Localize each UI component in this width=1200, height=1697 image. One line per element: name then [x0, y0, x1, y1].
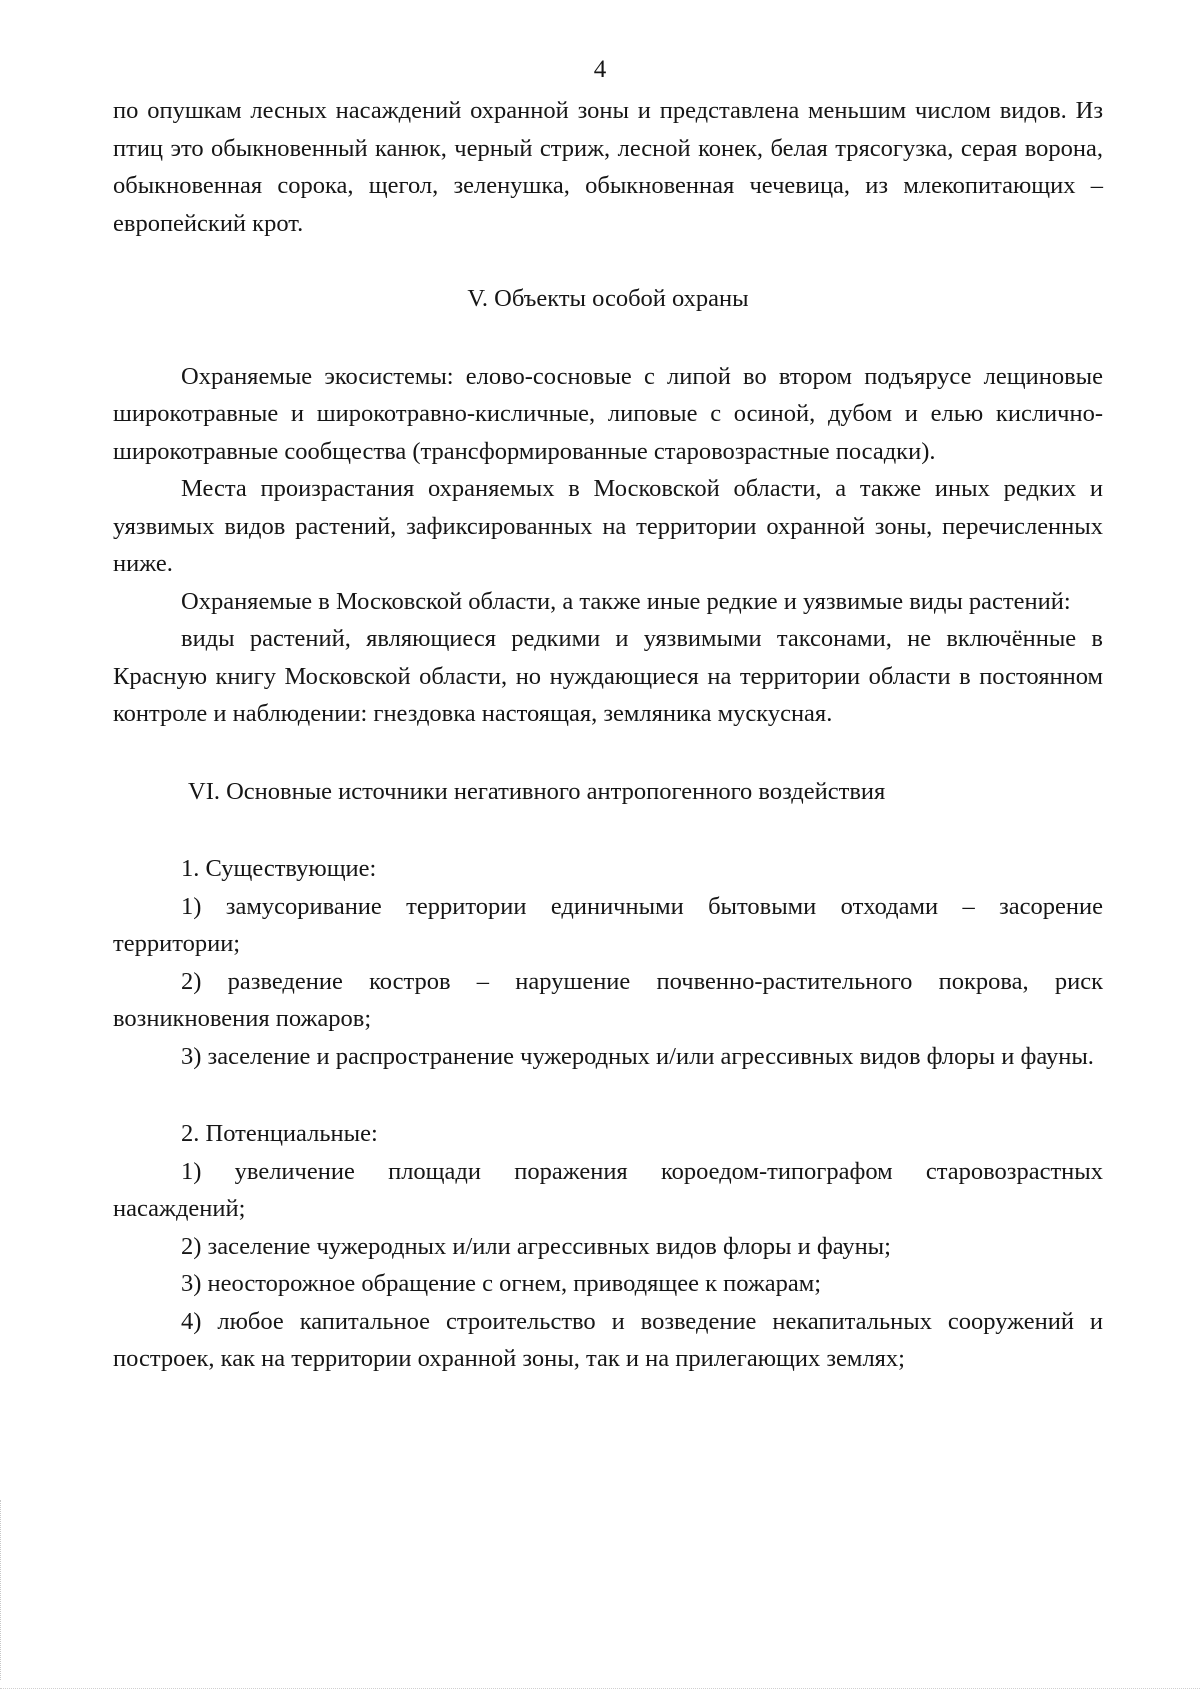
- existing-impact-item: 2) разведение костров – нарушение почвенно-растительного покрова, риск возникновения пожаров;: [113, 967, 1103, 1032]
- potential-impact-item: 2) заселение чужеродных и/или агрессивных видов флоры и фауны;: [181, 1232, 891, 1260]
- potential-impacts-title: 2. Потенциальные:: [181, 1120, 378, 1147]
- section-v-paragraph-species-list: виды растений, являющиеся редкими и уязвимыми таксонами, не включённые в Красную книгу Московской области, но нуждающиеся на территории области в постоянном контроле и наблюдении: гнездовка настоящая, земляника мускусная.: [113, 625, 1103, 727]
- potential-impact-item: 1) увеличение площади поражения короедом-типографом старовозрастных насаждений;: [113, 1157, 1103, 1222]
- potential-impact-item: 3) неосторожное обращение с огнем, приводящее к пожарам;: [181, 1270, 822, 1297]
- existing-impact-item: 1) замусоривание территории единичными бытовыми отходами – засорение территории;: [113, 892, 1103, 957]
- existing-impact-item: 3) заселение и распространение чужеродных и/или агрессивных видов флоры и фауны.: [181, 1042, 1094, 1070]
- scan-edge-artifact: [0, 1500, 3, 1680]
- existing-impacts-title: 1. Существующие:: [181, 855, 377, 882]
- section-vi-heading: VI. Основные источники негативного антропогенного воздействия: [188, 777, 886, 805]
- section-v-heading: V. Объекты особой охраны: [467, 285, 749, 312]
- potential-impact-item: 4) любое капитальное строительство и возведение некапитальных сооружений и построек, как на территории охранной зоны, так и на прилегающих землях;: [113, 1307, 1103, 1372]
- page-number: 4: [593, 56, 607, 83]
- section-v-paragraph-habitats: Места произрастания охраняемых в Московской области, а также иных редких и уязвимых видов растений, зафиксированных на территории охранной зоны, перечисленных ниже.: [113, 475, 1103, 577]
- document-body: [113, 92, 1103, 1378]
- section-v-paragraph-protected-species: Охраняемые в Московской области, а также иные редкие и уязвимые виды растений:: [181, 587, 1071, 615]
- section-v-paragraph-ecosystems: Охраняемые экосистемы: елово-сосновые с липой во втором подъярусе лещиновые широкотравные и широкотравно-кисличные, липовые с осиной, дубом и елью кислично-широкотравные сообщества (трансформированные старовозрастные посадки).: [113, 362, 1103, 465]
- intro-paragraph: по опушкам лесных насаждений охранной зоны и представлена меньшим числом видов. Из птиц это обыкновенный канюк, черный стриж, лесной конек, белая трясогузка, серая ворона, обыкновенная сорока, щегол, зеленушка, обыкновенная чечевица, из млекопитающих – европейский крот.: [113, 97, 1103, 237]
- scan-bottom-artifact: [0, 1688, 1200, 1689]
